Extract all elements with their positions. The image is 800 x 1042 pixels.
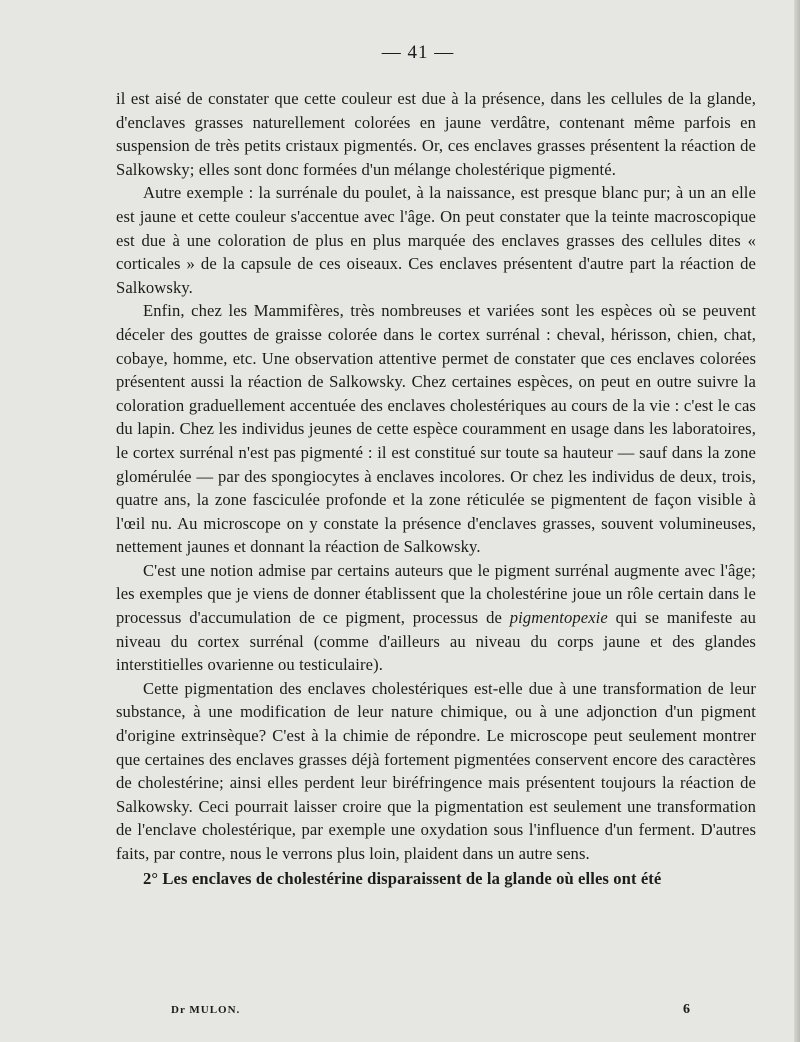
author-signature: Dr MULON. [171, 1004, 241, 1016]
section-heading-text: Les enclaves de cholestérine disparaissent de la glande où elles ont été [162, 868, 662, 888]
italic-term-pigmentopexie: pigmentopexie [509, 608, 608, 628]
paragraph-4 [116, 559, 756, 677]
section-heading [116, 867, 756, 891]
paragraph-3: Enfin, chez les Mammifères, très nombreuses et variées sont les espèces où se peuvent déceler des gouttes de graisse colorée dans le cortex surrénal : cheval, hérisson, chien, chat, cobaye, homme, etc. Une observation attentive permet de constater que ces enclaves colorées présentent aussi la réaction de Salkowsky. Chez certaines espèces, on peut en outre suivre la coloration graduellement accentuée des enclaves cholestériques au cours de la vie : c'est le cas du lapin. Chez les individus jeunes de cette espèce couramment en usage dans les laboratoires, le cortex surrénal n'est pas pigmenté : il est constitué sur toute sa hauteur — sauf dans la zone glomérulée — par des spongiocytes à enclaves incolores. Or chez les individus de deux, trois, quatre ans, la zone fasciculée profonde et la zone réticulée se pigmentent de façon visible à l'œil nu. Au microscope on y constate la présence d'enclaves grasses, souvent volumineuses, nettement jaunes et donnant la réaction de Salkowsky. [116, 301, 756, 557]
page-edge-shadow [794, 0, 800, 1042]
paragraph-4-part-b: qui se manifeste au niveau du cortex surrénal (comme d'ailleurs au niveau du corps jaune et des glandes interstitielles ovarienne ou testiculaire). [116, 608, 756, 675]
sheet-number: 6 [683, 1002, 691, 1017]
paragraph-5: Cette pigmentation des enclaves cholestériques est-elle due à une transformation de leur substance, à une modification de leur nature chimique, ou à une adjonction d'un pigment d'origine extrinsèque? C'est à la chimie de répondre. Le microscope peut seulement montrer que certaines des enclaves grasses déjà fortement pigmentées conservent encore des caractères de cholestérine; ainsi elles perdent leur biréfringence mais présentent toujours la réaction de Salkowsky. Ceci pourrait laisser croire que la pigmentation est seulement une transformation de l'enclave cholestérique, par exemple une oxydation sous l'influence d'un ferment. D'autres faits, par contre, nous le verrons plus loin, plaident dans un autre sens. [116, 678, 756, 863]
section-number: 2° [143, 868, 163, 888]
body-text [116, 87, 756, 890]
page-number: — 41 — [381, 42, 455, 63]
paragraph-4-part-a: C'est une notion admise par certains auteurs que le pigment surrénal augmente avec l'âge; les exemples que je viens de donner établissent que la cholestérine joue un rôle certain dans le processus d'accumulation de ce pigment, processus de [116, 560, 756, 628]
paragraph-1: il est aisé de constater que cette couleur est due à la présence, dans les cellules de la glande, d'enclaves grasses naturellement colorées en jaune verdâtre, contenant même parfois en suspension de très petits cristaux pigmentés. Or, ces enclaves grasses présentent la réaction de Salkowsky; elles sont donc formées d'un mélange cholestérique pigmenté. [116, 89, 756, 179]
paragraph-2: Autre exemple : la surrénale du poulet, à la naissance, est presque blanc pur; à un an elle est jaune et cette couleur s'accentue avec l'âge. On peut constater que la teinte macroscopique est due à une coloration de plus en plus marquée des enclaves grasses des cellules dites « corticales » de la capsule de ces oiseaux. Ces enclaves présentent d'autre part la réaction de Salkowsky. [116, 183, 756, 297]
